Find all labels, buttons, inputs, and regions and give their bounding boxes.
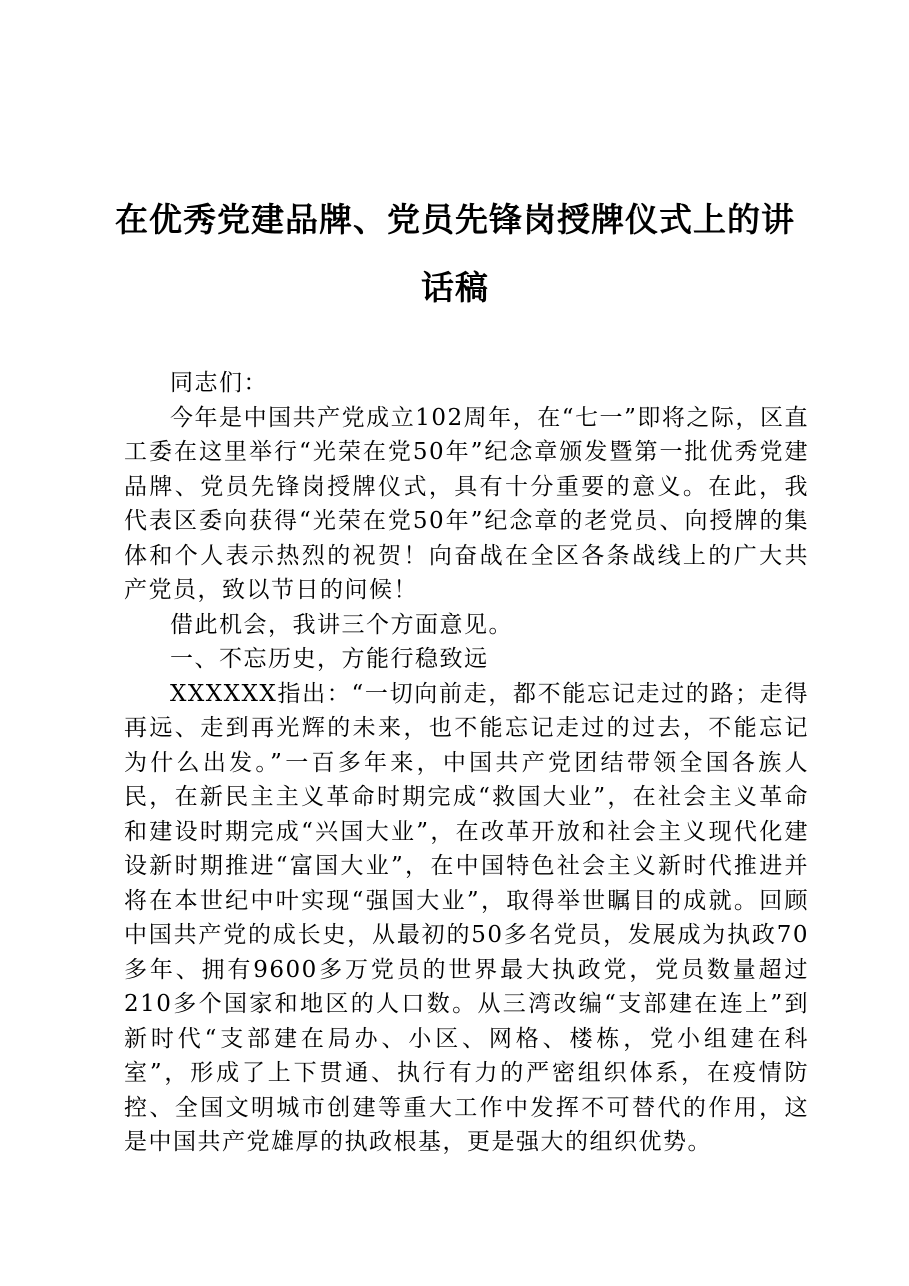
salutation: 同志们： [170, 370, 268, 396]
body-paragraph: XXXXXX指出：“一切向前走，都不能忘记走过的路；走得再远、走到再光辉的未来，也不能忘记走过的过去，不能忘记为什么出发。”一百多年来，中国共产党团结带领全国各族人民，在新民主主义革命时期完成“救国大业”，在社会主义革命和建设时期完成“兴国大业”，在改革开放和社会主义现代化建设新时期推进“富国大业”，在中国特色社会主义新时代推进并将在本世纪中叶实现“强国大业”，取得举世瞩目的成就。回顾中国共产党的成长史，从最初的50多名党员，发展成为执政70多年、拥有9600多万党员的世界最大执政党，党员数量超过210多个国家和地区的人口数。从三湾改编“支部建在连上”到新时代“支部建在局办、小区、网格、楼栋，党小组建在科室”，形成了上下贯通、执行有力的严密组织体系，在疫情防控、全国文明城市创建等重大工作中发挥不可替代的作用，这是中国共产党雄厚的执政根基，更是强大的组织优势。 [124, 680, 809, 1155]
section-heading: 一、不忘历史，方能行稳致远 [170, 646, 489, 672]
body-paragraph: 借此机会，我讲三个方面意见。 [170, 611, 513, 638]
document-title: 在优秀党建品牌、党员先锋岗授牌仪式上的讲话稿 [115, 200, 795, 307]
document-body [124, 366, 809, 1160]
body-paragraph: 今年是中国共产党成立102周年，在“七一”即将之际，区直工委在这里举行“光荣在党50年”纪念章颁发暨第一批优秀党建品牌、党员先锋岗授牌仪式，具有十分重要的意义。在此，我代表区委向获得“光荣在党50年”纪念章的老党员、向授牌的集体和个人表示热烈的祝贺！向奋战在全区各条战线上的广大共产党员，致以节日的问候！ [124, 404, 809, 603]
